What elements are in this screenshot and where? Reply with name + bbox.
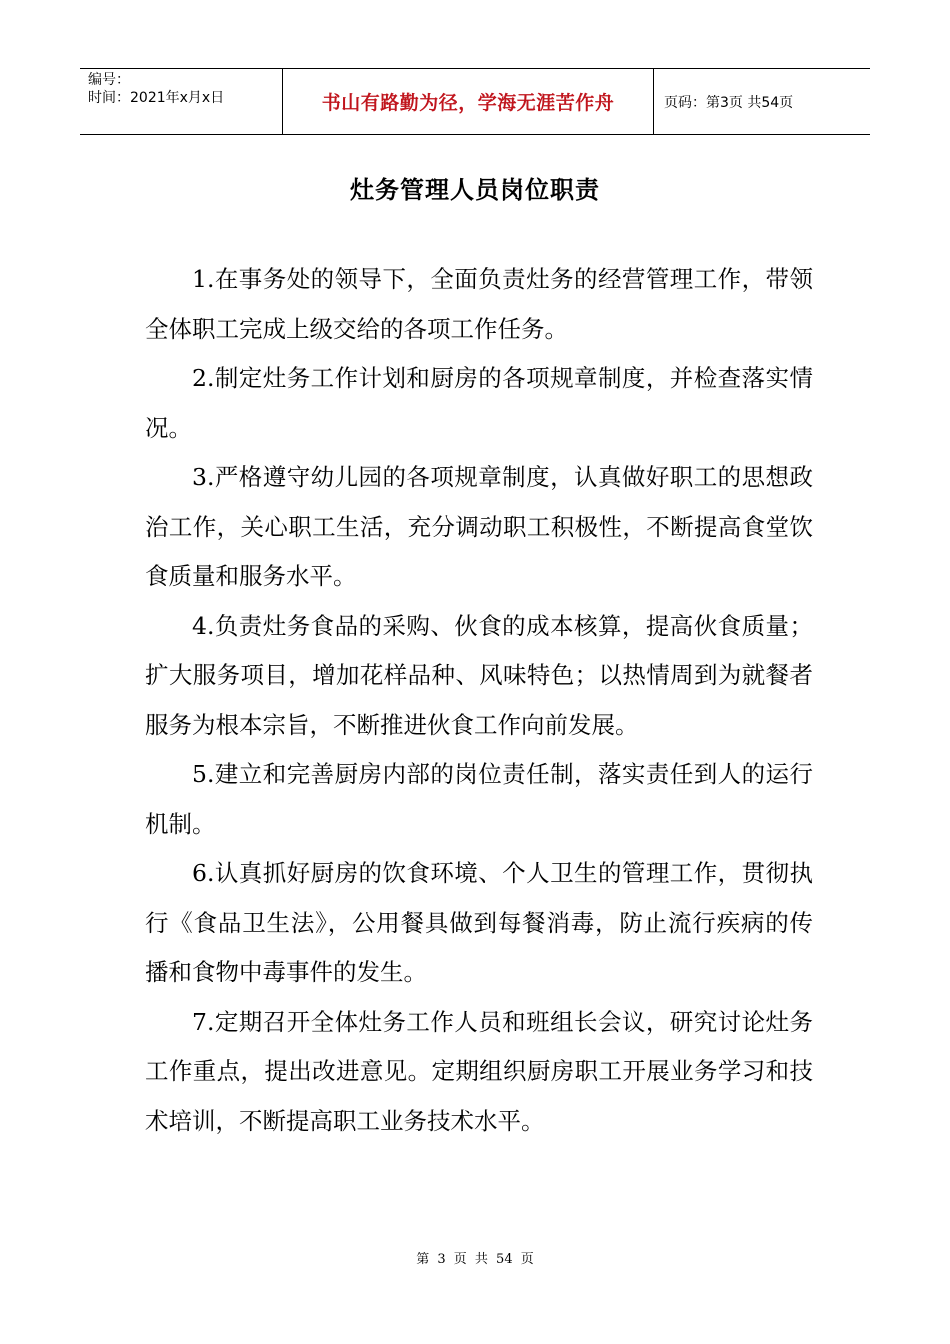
document-title: 灶务管理人员岗位职责 xyxy=(350,176,600,204)
paragraph: 1.在事务处的领导下，全面负责灶务的经营管理工作，带领全体职工完成上级交给的各项工作任务。 xyxy=(145,265,813,343)
header-page-code: 页码：第3页 共54页 xyxy=(664,94,794,111)
paragraph: 4.负责灶务食品的采购、伙食的成本核算，提高伙食质量；扩大服务项目，增加花样品种、风味特色；以热情周到为就餐者服务为根本宗旨，不断推进伙食工作向前发展。 xyxy=(145,611,813,739)
paragraph: 7.定期召开全体灶务工作人员和班组长会议，研究讨论灶务工作重点，提出改进意见。定期组织厨房职工开展业务学习和技术培训，不断提高职工业务技术水平。 xyxy=(145,1007,813,1135)
paragraph: 5.建立和完善厨房内部的岗位责任制，落实责任到人的运行机制。 xyxy=(145,760,813,838)
paragraph: 2.制定灶务工作计划和厨房的各项规章制度，并检查落实情况。 xyxy=(145,364,813,442)
paragraph: 6.认真抓好厨房的饮食环境、个人卫生的管理工作，贯彻执行《食品卫生法》，公用餐具做到每餐消毒，防止流行疾病的传播和食物中毒事件的发生。 xyxy=(145,859,813,986)
header-motto: 书山有路勤为径，学海无涯苦作舟 xyxy=(282,69,654,134)
document-body xyxy=(145,255,813,1146)
paragraph: 3.严格遵守幼儿园的各项规章制度，认真做好职工的思想政治工作，关心职工生活，充分调动职工积极性，不断提高食堂饮食质量和服务水平。 xyxy=(145,463,813,590)
date-label: 时间：2021年x月x日 xyxy=(88,90,225,106)
page-header xyxy=(80,68,870,135)
page-footer: 第 3 页 共 54 页 xyxy=(416,1252,534,1267)
number-label: 编号： xyxy=(88,72,130,88)
header-meta xyxy=(80,69,282,134)
